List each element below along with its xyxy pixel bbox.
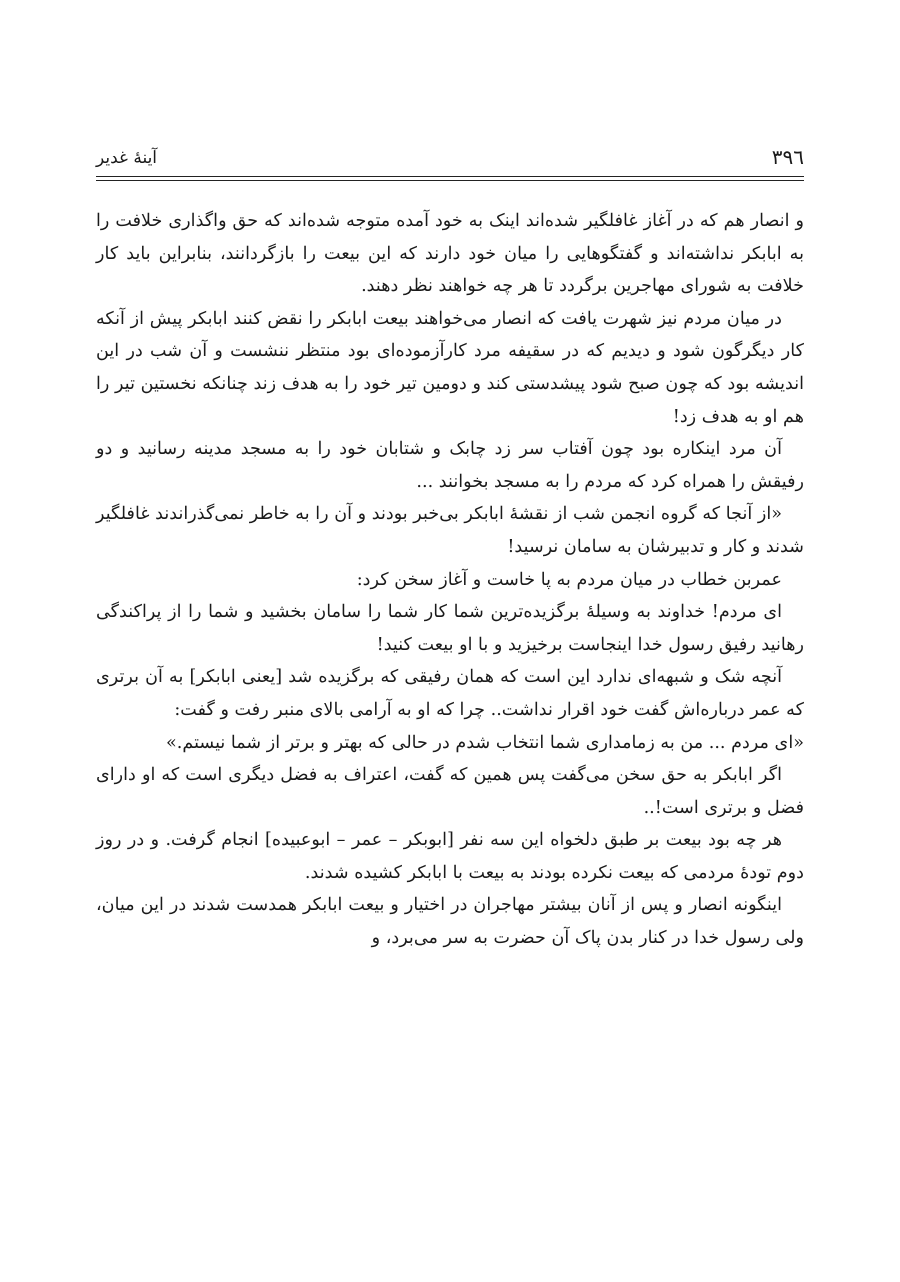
paragraph: آن مرد اینکاره بود چون آفتاب سر زد چابک و شتابان خود را به مسجد مدینه رسانید و دو رفیقش را همراه کرد که مردم را به مسجد بخوانند ... (96, 439, 804, 492)
quote-paragraph: «ای مردم ... من به زمامداری شما انتخاب شدم در حالی که بهتر و برتر از شما نیستم.» (166, 732, 804, 753)
header-rule (96, 176, 804, 177)
page-header (96, 143, 804, 175)
paragraph: اینگونه انصار و پس از آنان بیشتر مهاجران در اختیار و بیعت ابابکر همدست شدند در این میان، ولی رسول خدا در کنار بدن پاک آن حضرت به سر می‌برد، و (96, 895, 804, 949)
paragraph: اگر ابابکر به حق سخن می‌گفت پس همین که گفت، اعتراف به فضل دیگری است که او دارای فضل و برتری است!.. (96, 765, 804, 818)
paragraph: هر چه بود بیعت بر طبق دلخواه این سه نفر [ابوبکر – عمر – ابوعبیده] انجام گرفت. و در روز دوم تودهٔ مردمی که بیعت نکرده بودند به بیعت با ابابکر کشیده شدند. (96, 830, 804, 883)
body-text (96, 205, 804, 955)
paragraph: ای مردم! خداوند به وسیلهٔ برگزیده‌ترین شما کار شما را سامان بخشید و شما را از پراکندگی رهانید رفیق رسول خدا اینجاست برخیزید و با او بیعت کنید! (96, 602, 804, 655)
page-number: ۳۹٦ (771, 145, 804, 169)
paragraph: عمربن خطاب در میان مردم به پا خاست و آغاز سخن کرد: (356, 569, 782, 590)
paragraph: در میان مردم نیز شهرت یافت که انصار می‌خواهند بیعت ابابکر را نقض کنند ابابکر پیش از آنکه کار دیگرگون شود و دیدیم که در سقیفه مرد کارآزموده‌ای بود منتظر ننشست و آن شب در این اندیشه بود که چون صبح شود پیشدستی کند و دومین تیر خود را به هدف زند چنانکه نخستین تیر را هم او به هدف زد! (96, 308, 804, 427)
running-title: آینهٔ غدیر (96, 148, 158, 168)
header-rule-thin (96, 180, 804, 181)
quote-paragraph: «از آنجا که گروه انجمن شب از نقشهٔ ابابکر بی‌خبر بودند و آن را به خاطر نمی‌گذراندند غافلگیر شدند و کار و تدبیرشان به سامان نرسید! (96, 504, 804, 557)
paragraph: و انصار هم که در آغاز غافلگیر شده‌اند اینک به خود آمده متوجه شده‌اند که حق واگذاری خلافت را به ابابکر نداشته‌اند و گفتگوهایی را میان خود دارند که این بیعت را بازگردانند، بنابراین باید کار خلافت به شورای مهاجرین برگردد تا هر چه خواهند نظر دهند. (96, 211, 804, 297)
paragraph: آنچه شک و شبهه‌ای ندارد این است که همان رفیقی که برگزیده شد [یعنی ابابکر] به آن برتری که عمر درباره‌اش گفت خود اقرار نداشت.. چرا که او به آرامی بالای منبر رفت و گفت: (96, 667, 804, 720)
